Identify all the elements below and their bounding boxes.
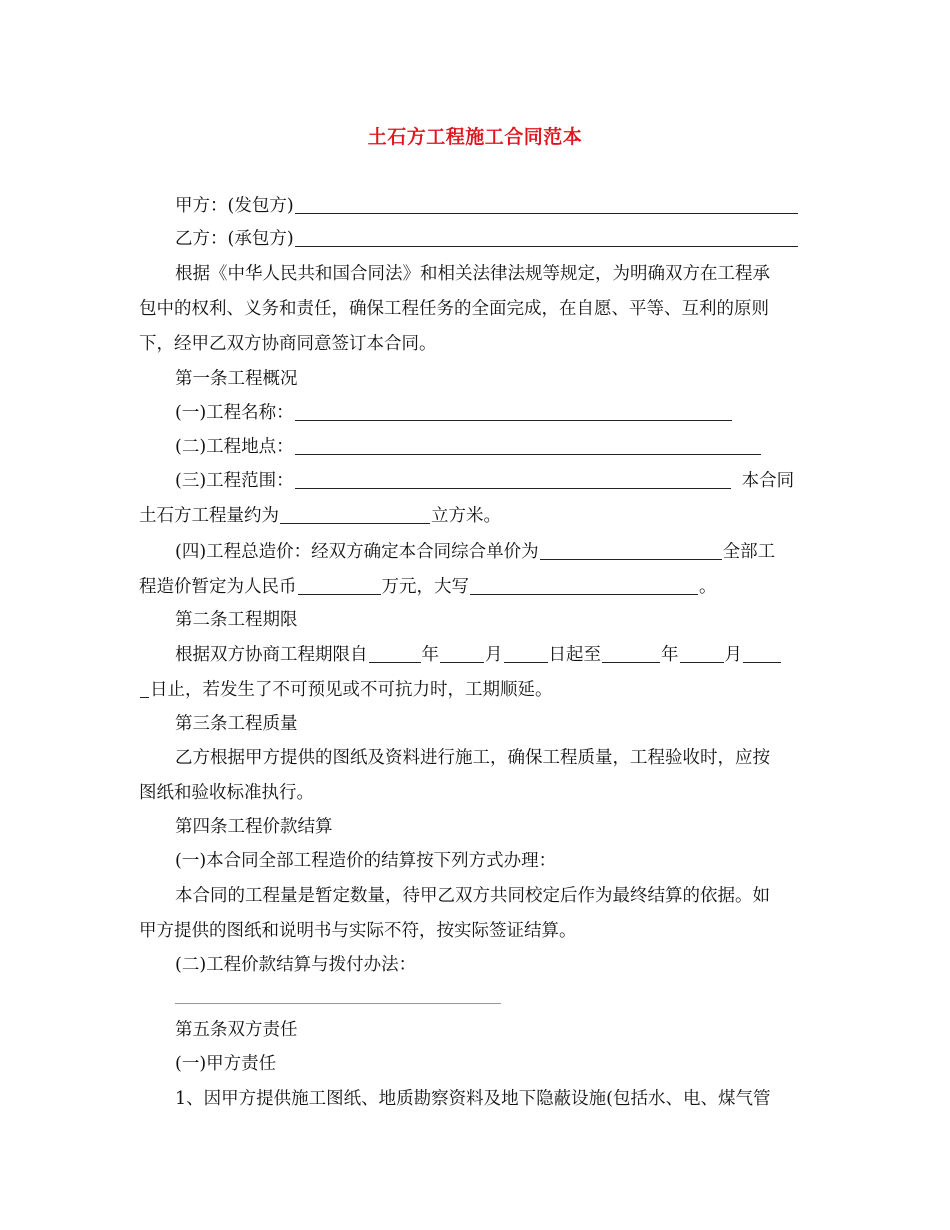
party-b-blank: [295, 229, 798, 247]
end-month-blank: [680, 645, 724, 663]
party-a-responsibility-item-1: 1、因甲方提供施工图纸、地质勘察资料及地下隐蔽设施(包括水、电、煤气管: [175, 1089, 771, 1109]
volume-unit: 立方米。: [431, 506, 501, 526]
cost-uppercase-blank: [470, 577, 698, 595]
end-month-text: 月: [724, 645, 742, 665]
article-2-heading: 第二条工程期限: [175, 610, 298, 630]
end-year-blank: [602, 645, 660, 663]
start-month-text: 月: [485, 645, 503, 665]
start-day-blank: [504, 645, 548, 663]
intro-line-1: 根据《中华人民共和国合同法》和相关法律法规等规定，为明确双方在工程承: [175, 264, 770, 284]
project-scope-line: [139, 470, 811, 492]
settlement-line-3: 甲方提供的图纸和说明书与实际不符，按实际签证结算。: [139, 921, 577, 941]
project-location-line: [139, 436, 811, 458]
period-label: 根据双方协商工程期限自: [175, 645, 368, 665]
start-month-blank: [440, 645, 484, 663]
cost-line: [139, 576, 811, 598]
scope-tail-text: 本合同: [741, 471, 795, 491]
cost-number-blank: [298, 577, 381, 595]
project-name-label: (一)工程名称：: [175, 403, 294, 423]
cost-end-mark: 。: [699, 577, 717, 597]
start-day-text: 日起至: [548, 645, 601, 665]
volume-blank: [280, 506, 430, 524]
article-5-heading: 第五条双方责任: [175, 1020, 298, 1040]
project-name-line: [139, 402, 811, 424]
project-scope-label: (三)工程范围：: [175, 471, 294, 491]
quality-line-2: 图纸和验收标准执行。: [139, 783, 314, 803]
article-1-heading: 第一条工程概况: [175, 369, 298, 389]
settlement-line-4: (二)工程价款结算与拨付办法：: [175, 955, 417, 975]
total-price-label: (四)工程总造价：经双方确定本合同综合单价为: [175, 542, 539, 562]
settlement-line-2: 本合同的工程量是暂定数量，待甲乙双方共同校定后作为最终结算的依据。如: [175, 886, 770, 906]
end-year-text: 年: [661, 645, 679, 665]
intro-line-2: 包中的权利、义务和责任，确保工程任务的全面完成，在自愿、平等、互利的原则: [139, 299, 769, 319]
cost-uppercase-label: 万元，大写: [381, 577, 469, 597]
end-day-blank-start: [743, 645, 781, 663]
price-tail-text: 全部工: [722, 542, 776, 562]
volume-line: [139, 505, 811, 527]
project-location-label: (二)工程地点：: [175, 437, 294, 457]
start-year-blank: [369, 645, 421, 663]
period-end-text: 日止，若发生了不可预见或不可抗力时，工期顺延。: [150, 680, 553, 700]
project-scope-blank: [295, 471, 731, 489]
period-line: [139, 644, 811, 666]
party-a-line: [139, 195, 811, 217]
period-line-2: [139, 679, 811, 701]
total-price-line: [139, 541, 811, 563]
article-4-heading: 第四条工程价款结算: [175, 817, 333, 837]
start-year-text: 年: [421, 645, 439, 665]
payment-method-blank-rule: [175, 1003, 501, 1004]
document-title: 土石方工程施工合同范本: [367, 126, 583, 148]
party-a-blank: [295, 196, 798, 214]
project-name-blank: [295, 403, 732, 421]
volume-label: 土石方工程量约为: [139, 506, 279, 526]
party-a-label: 甲方：(发包方): [175, 196, 294, 216]
quality-line-1: 乙方根据甲方提供的图纸及资料进行施工，确保工程质量，工程验收时，应按: [175, 748, 770, 768]
cost-label: 程造价暂定为人民币: [139, 577, 297, 597]
party-a-responsibility-heading: (一)甲方责任: [175, 1054, 277, 1074]
article-3-heading: 第三条工程质量: [175, 714, 298, 734]
party-b-label: 乙方：(承包方): [175, 229, 294, 249]
settlement-line-1: (一)本合同全部工程造价的结算按下列方式办理：: [175, 851, 557, 871]
unit-price-blank: [540, 542, 722, 560]
project-location-blank: [295, 437, 761, 455]
end-day-blank-end: [140, 680, 149, 698]
intro-line-3: 下，经甲乙双方协商同意签订本合同。: [139, 334, 437, 354]
party-b-line: [139, 228, 811, 250]
